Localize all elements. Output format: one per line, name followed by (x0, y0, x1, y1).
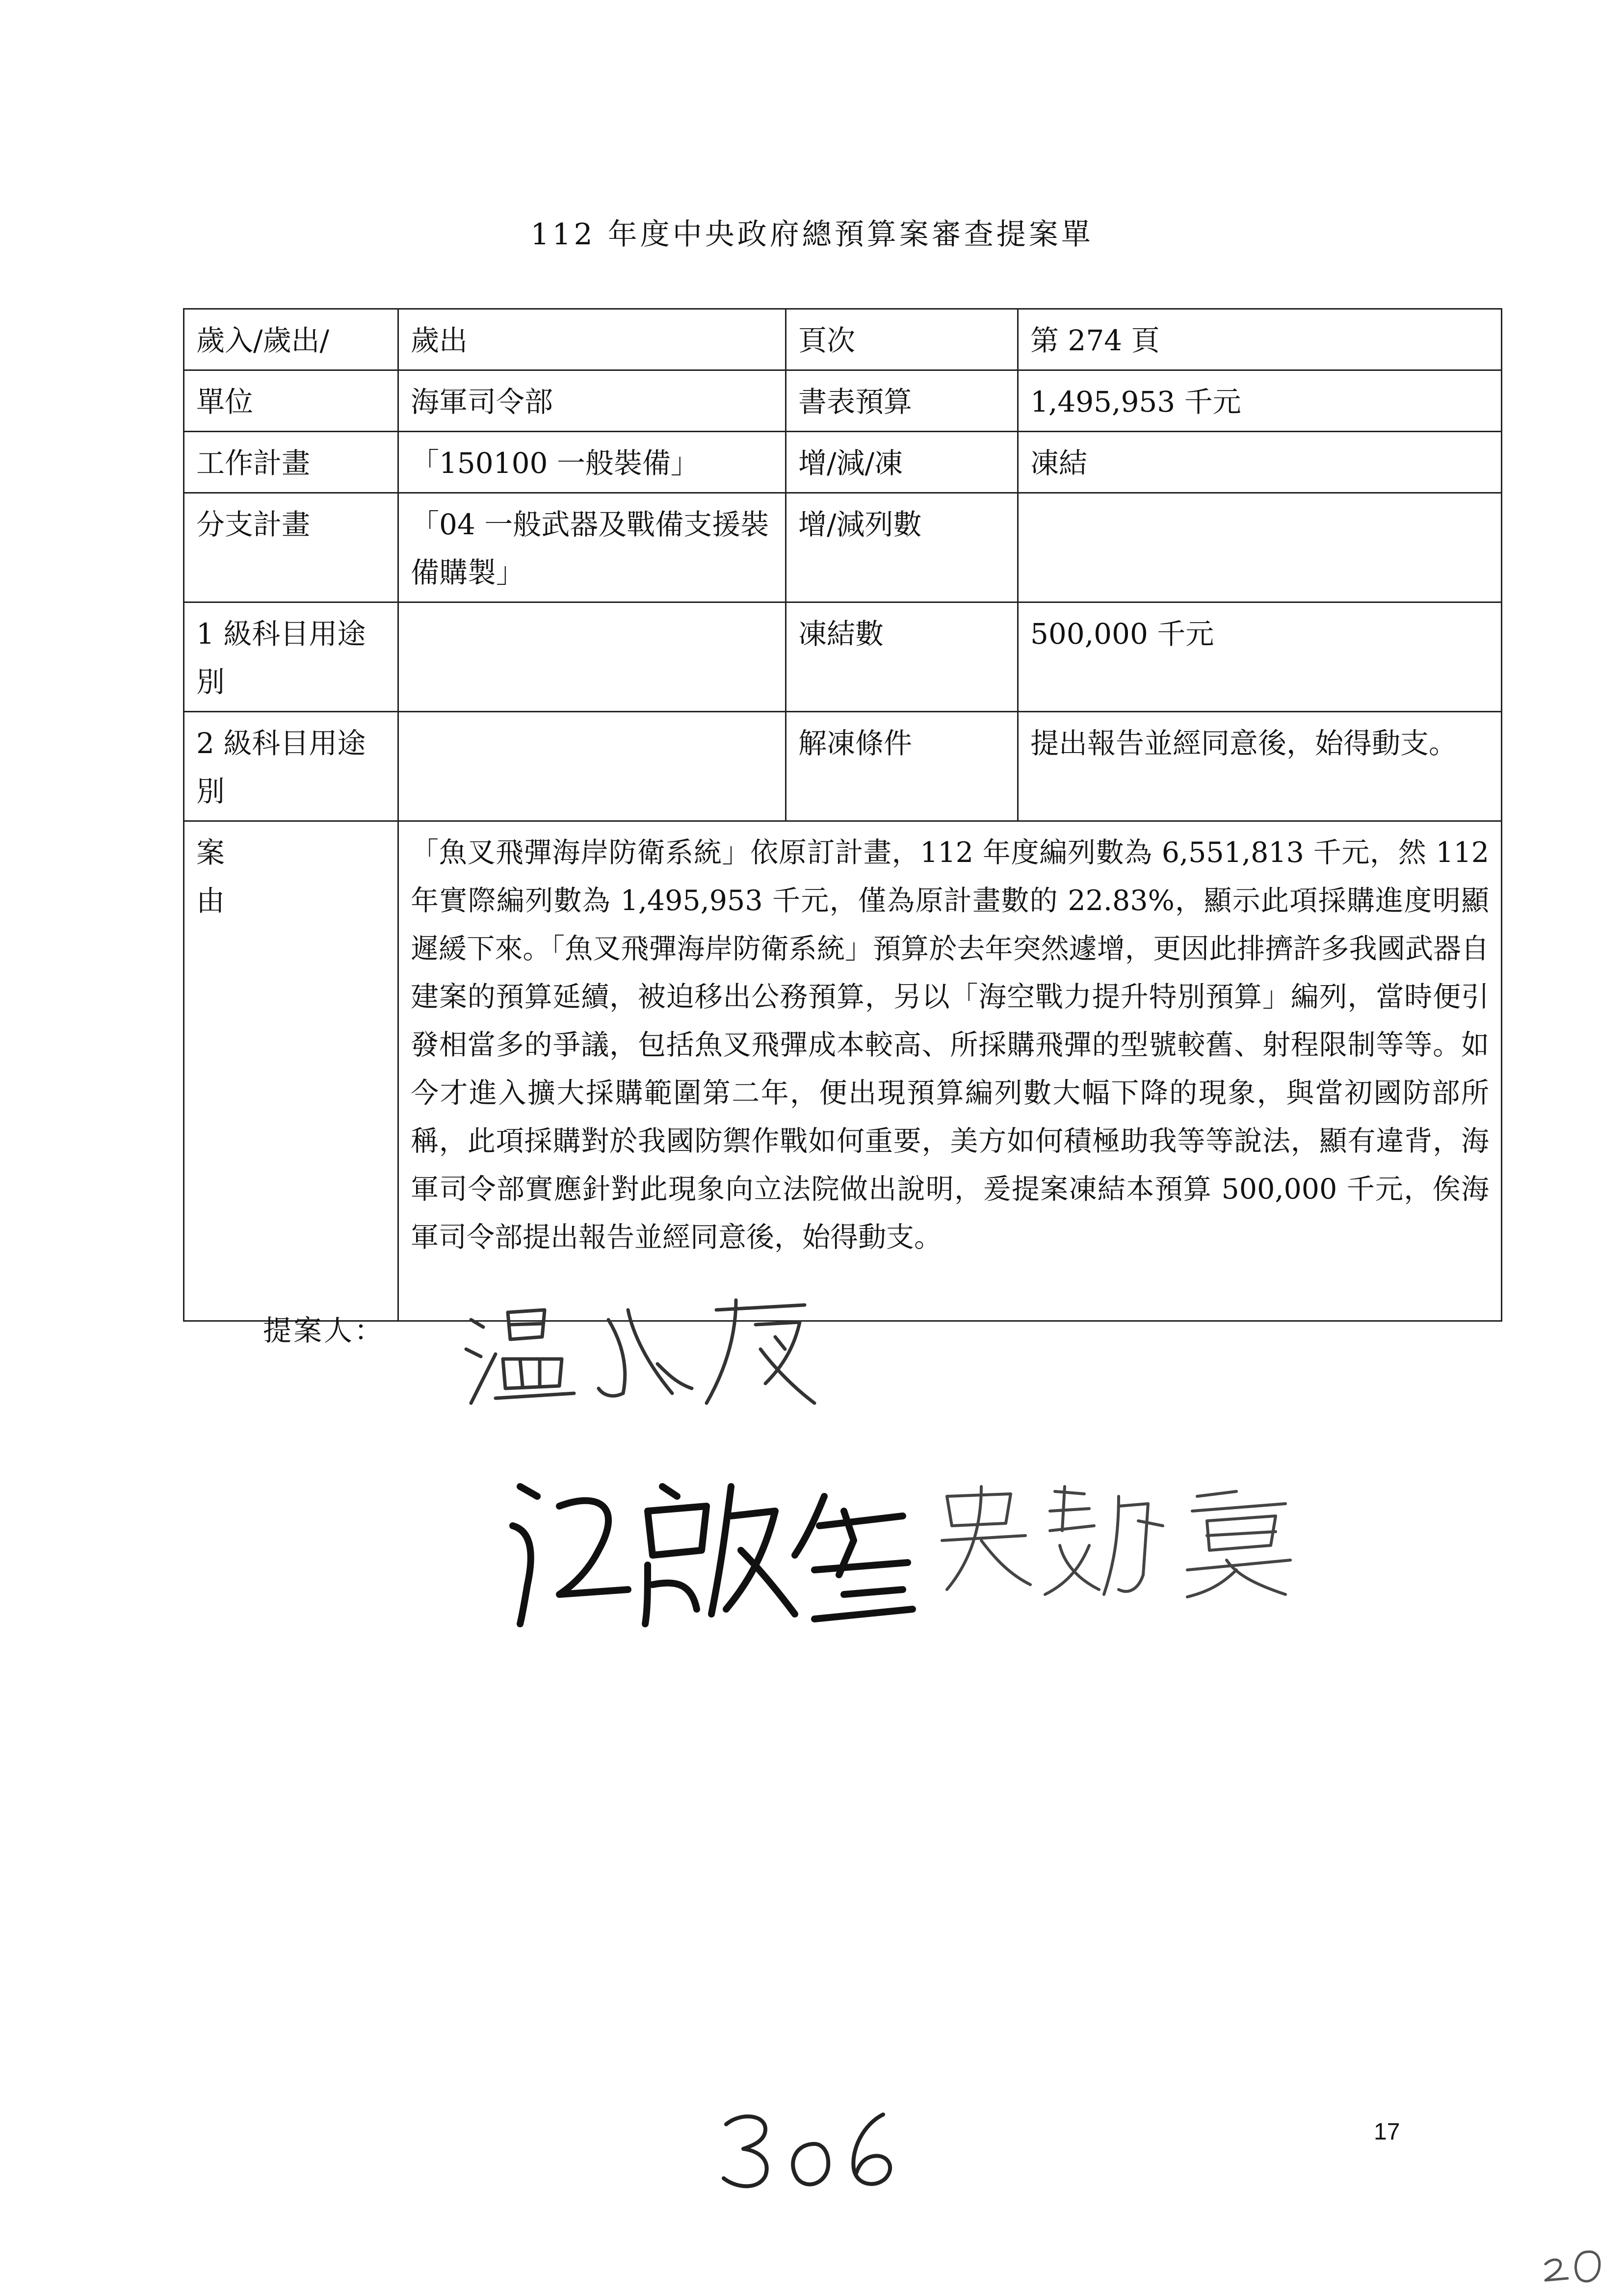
field-value: 凍結 (1018, 432, 1502, 493)
field-value: 「150100 一般裝備」 (398, 432, 786, 493)
field-value: 500,000 千元 (1018, 602, 1502, 712)
document-title: 112 年度中央政府總預算案審查提案單 (530, 217, 1094, 252)
table-row (184, 493, 1502, 602)
field-label: 單位 (184, 370, 398, 432)
field-value: 提出報告並經同意後，始得動支。 (1018, 712, 1502, 821)
table-row (184, 821, 1502, 1321)
field-label: 歲入/歲出/ (184, 309, 398, 370)
field-label: 增/減列數 (786, 493, 1018, 602)
field-value: 第 274 頁 (1018, 309, 1502, 370)
proposal-table (183, 308, 1502, 1322)
page-number: 17 (1374, 2119, 1400, 2145)
proposer-label: 提案人： (263, 1314, 385, 1347)
field-value: 1,495,953 千元 (1018, 370, 1502, 432)
table-row (184, 309, 1502, 370)
field-label: 1 級科目用途別 (184, 602, 398, 712)
corner-mark (1541, 2242, 1609, 2286)
table-row (184, 370, 1502, 432)
field-label: 2 級科目用途別 (184, 712, 398, 821)
field-label: 解凍條件 (786, 712, 1018, 821)
table-row (184, 432, 1502, 493)
field-value (398, 712, 786, 821)
field-label: 頁次 (786, 309, 1018, 370)
field-value (398, 602, 786, 712)
field-label: 工作計畫 (184, 432, 398, 493)
field-value: 歲出 (398, 309, 786, 370)
case-label: 案由 (184, 821, 398, 1321)
case-text: 「魚叉飛彈海岸防衛系統」依原訂計畫，112 年度編列數為 6,551,813 千元，然 112 年實際編列數為 1,495,953 千元，僅為原計畫數的 22.83%，顯示此項採購進度明顯遲緩下來。「魚叉飛彈海岸防衛系統」預算於去年突然遽增，更因此排擠許多我國武器自建案的預算延續，被迫移出公務預算，另以「海空戰力提升特別預算」編列，當時便引發相當多的爭議，包括魚叉飛彈成本較高、所採購飛彈的型號較舊、射程限制等等。如今才進入擴大採購範圍第二年，便出現預算編列數大幅下降的現象，與當初國防部所稱，此項採購對於我國防禦作戰如何重要，美方如何積極助我等等說法，顯有違背，海軍司令部實應針對此現象向立法院做出說明，爰提案凍結本預算 500,000 千元，俟海軍司令部提出報告並經同意後，始得動支。 (398, 821, 1502, 1321)
field-label: 凍結數 (786, 602, 1018, 712)
field-label: 增/減/凍 (786, 432, 1018, 493)
table-row (184, 712, 1502, 821)
signature-2 (500, 1467, 932, 1634)
table-row (184, 602, 1502, 712)
signature-3 (932, 1477, 1305, 1604)
field-label: 分支計畫 (184, 493, 398, 602)
field-value: 海軍司令部 (398, 370, 786, 432)
signature-1 (461, 1290, 824, 1418)
field-label: 書表預算 (786, 370, 1018, 432)
handwritten-number (716, 2105, 903, 2193)
field-value: 「04 一般武器及戰備支援裝備購製」 (398, 493, 786, 602)
field-value (1018, 493, 1502, 602)
